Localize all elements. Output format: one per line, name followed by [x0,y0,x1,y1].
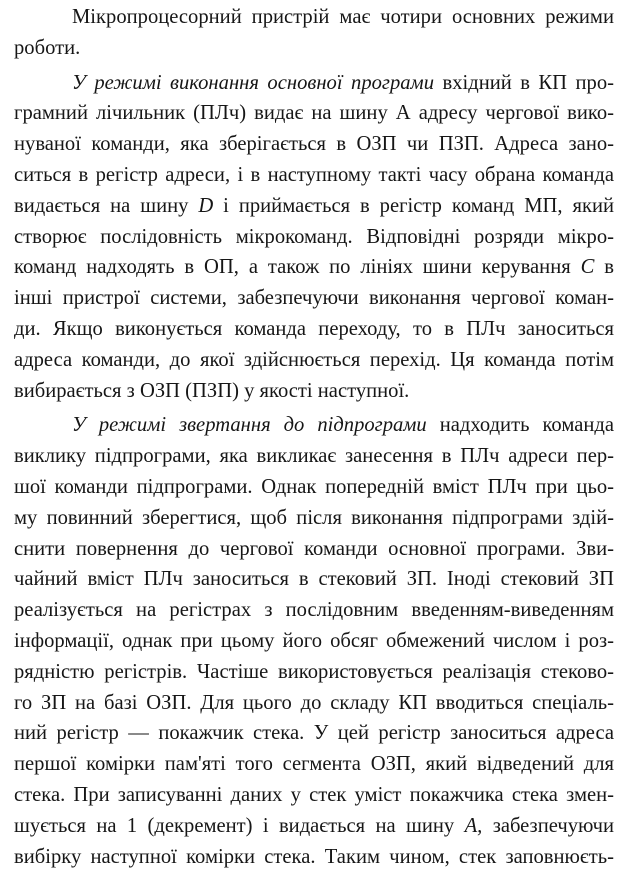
text-line [14,252,614,283]
text-line [14,98,614,129]
text-run: го ЗП на базі ОЗП. Для цього до складу КП вводиться спеціаль- [14,691,614,714]
document-body [14,2,614,872]
text-line [14,283,614,314]
italic-phrase: C [580,256,595,279]
text-line [14,626,614,657]
paragraph [14,2,614,64]
text-line [14,657,614,688]
text-line [14,191,614,222]
paragraph [14,410,614,872]
text-run: грамний лічильник (ПЛч) видає на шину А адресу чергової вико- [14,102,614,125]
text-line [14,345,614,376]
text-run: рядністю регістрів. Частіше використовується реалізація стеково- [14,660,614,683]
text-line [14,129,614,160]
text-line [14,68,614,99]
text-line [14,410,614,441]
text-line [14,842,614,872]
text-run: виклику підпрограми, яка викликає занесення в ПЛч адреси пер- [14,445,614,468]
text-run: вибирається з ОЗП (ПЗП) у якості наступної. [14,379,410,402]
text-line [14,564,614,595]
text-line [14,503,614,534]
text-run: і приймається в регістр команд МП, який [213,194,614,217]
text-line [14,718,614,749]
text-line [14,222,614,253]
text-line [14,534,614,565]
text-run: ситься в регістр адреси, і в наступному такті часу обрана команда [14,163,614,186]
text-run: вибірку наступної комірки стека. Таким чином, стек заповнюєть- [14,845,614,868]
text-run: роботи. [14,36,81,59]
document-page [14,2,614,872]
text-run: команд надходять в ОП, а також по лініях шини керування [14,256,581,279]
text-run: снити повернення до чергової команди основної програми. Зви- [14,537,614,560]
text-run: інші пристрої системи, забезпечуючи виконання чергової коман- [14,287,614,310]
text-line [14,595,614,626]
text-run: реалізується на регістрах з послідовним введенням-виведенням [14,599,614,622]
text-run: шої команди підпрограми. Однак попередній вміст ПЛч при цьо- [14,475,614,498]
text-run: в [594,256,614,279]
text-run: чайний вміст ПЛч заноситься в стековий ЗП. Іноді стековий ЗП [14,568,614,591]
text-run: вхідний в КП про- [434,71,614,94]
text-run: ний регістр — покажчик стека. У цей регістр заноситься адреса [14,722,614,745]
italic-phrase: У режимі звертання до підпрограми [72,414,427,437]
text-run: шується на 1 (декремент) і видається на шину [14,814,465,837]
text-line [14,160,614,191]
text-run: нуваної команди, яка зберігається в ОЗП чи ПЗП. Адреса зано- [14,133,614,156]
text-line [14,2,614,33]
text-line [14,441,614,472]
italic-phrase: A, [464,814,483,837]
text-line [14,33,614,64]
italic-phrase: У режимі виконання основної програми [72,71,434,94]
text-run: забезпечуючи [482,814,614,837]
text-line [14,688,614,719]
text-run: першої комірки пам'яті того сегмента ОЗП, який відведений для [14,753,614,776]
text-run: ди. Якщо виконується команда переходу, то в ПЛч заноситься [14,317,614,340]
text-line [14,314,614,345]
text-line [14,811,614,842]
text-run: адреса команди, до якої здійснюється перехід. Ця команда потім [14,348,614,371]
text-run: створює послідовність мікрокоманд. Відповідні розряди мікро- [14,225,614,248]
text-run: видається на шину [14,194,199,217]
text-run: му повинний зберегтися, щоб після виконання підпрограми здій- [14,506,614,529]
text-run: стека. При записуванні даних у стек уміст покажчика стека змен- [14,783,614,806]
text-run: надходить команда [426,414,614,437]
paragraph [14,68,614,407]
text-line [14,749,614,780]
text-run: інформації, однак при цьому його обсяг обмежений числом і роз- [14,629,614,652]
italic-phrase: D [198,194,214,217]
text-line [14,472,614,503]
text-line [14,780,614,811]
text-line [14,376,614,407]
text-run: Мікропроцесорний пристрій має чотири основних режими [72,6,614,28]
